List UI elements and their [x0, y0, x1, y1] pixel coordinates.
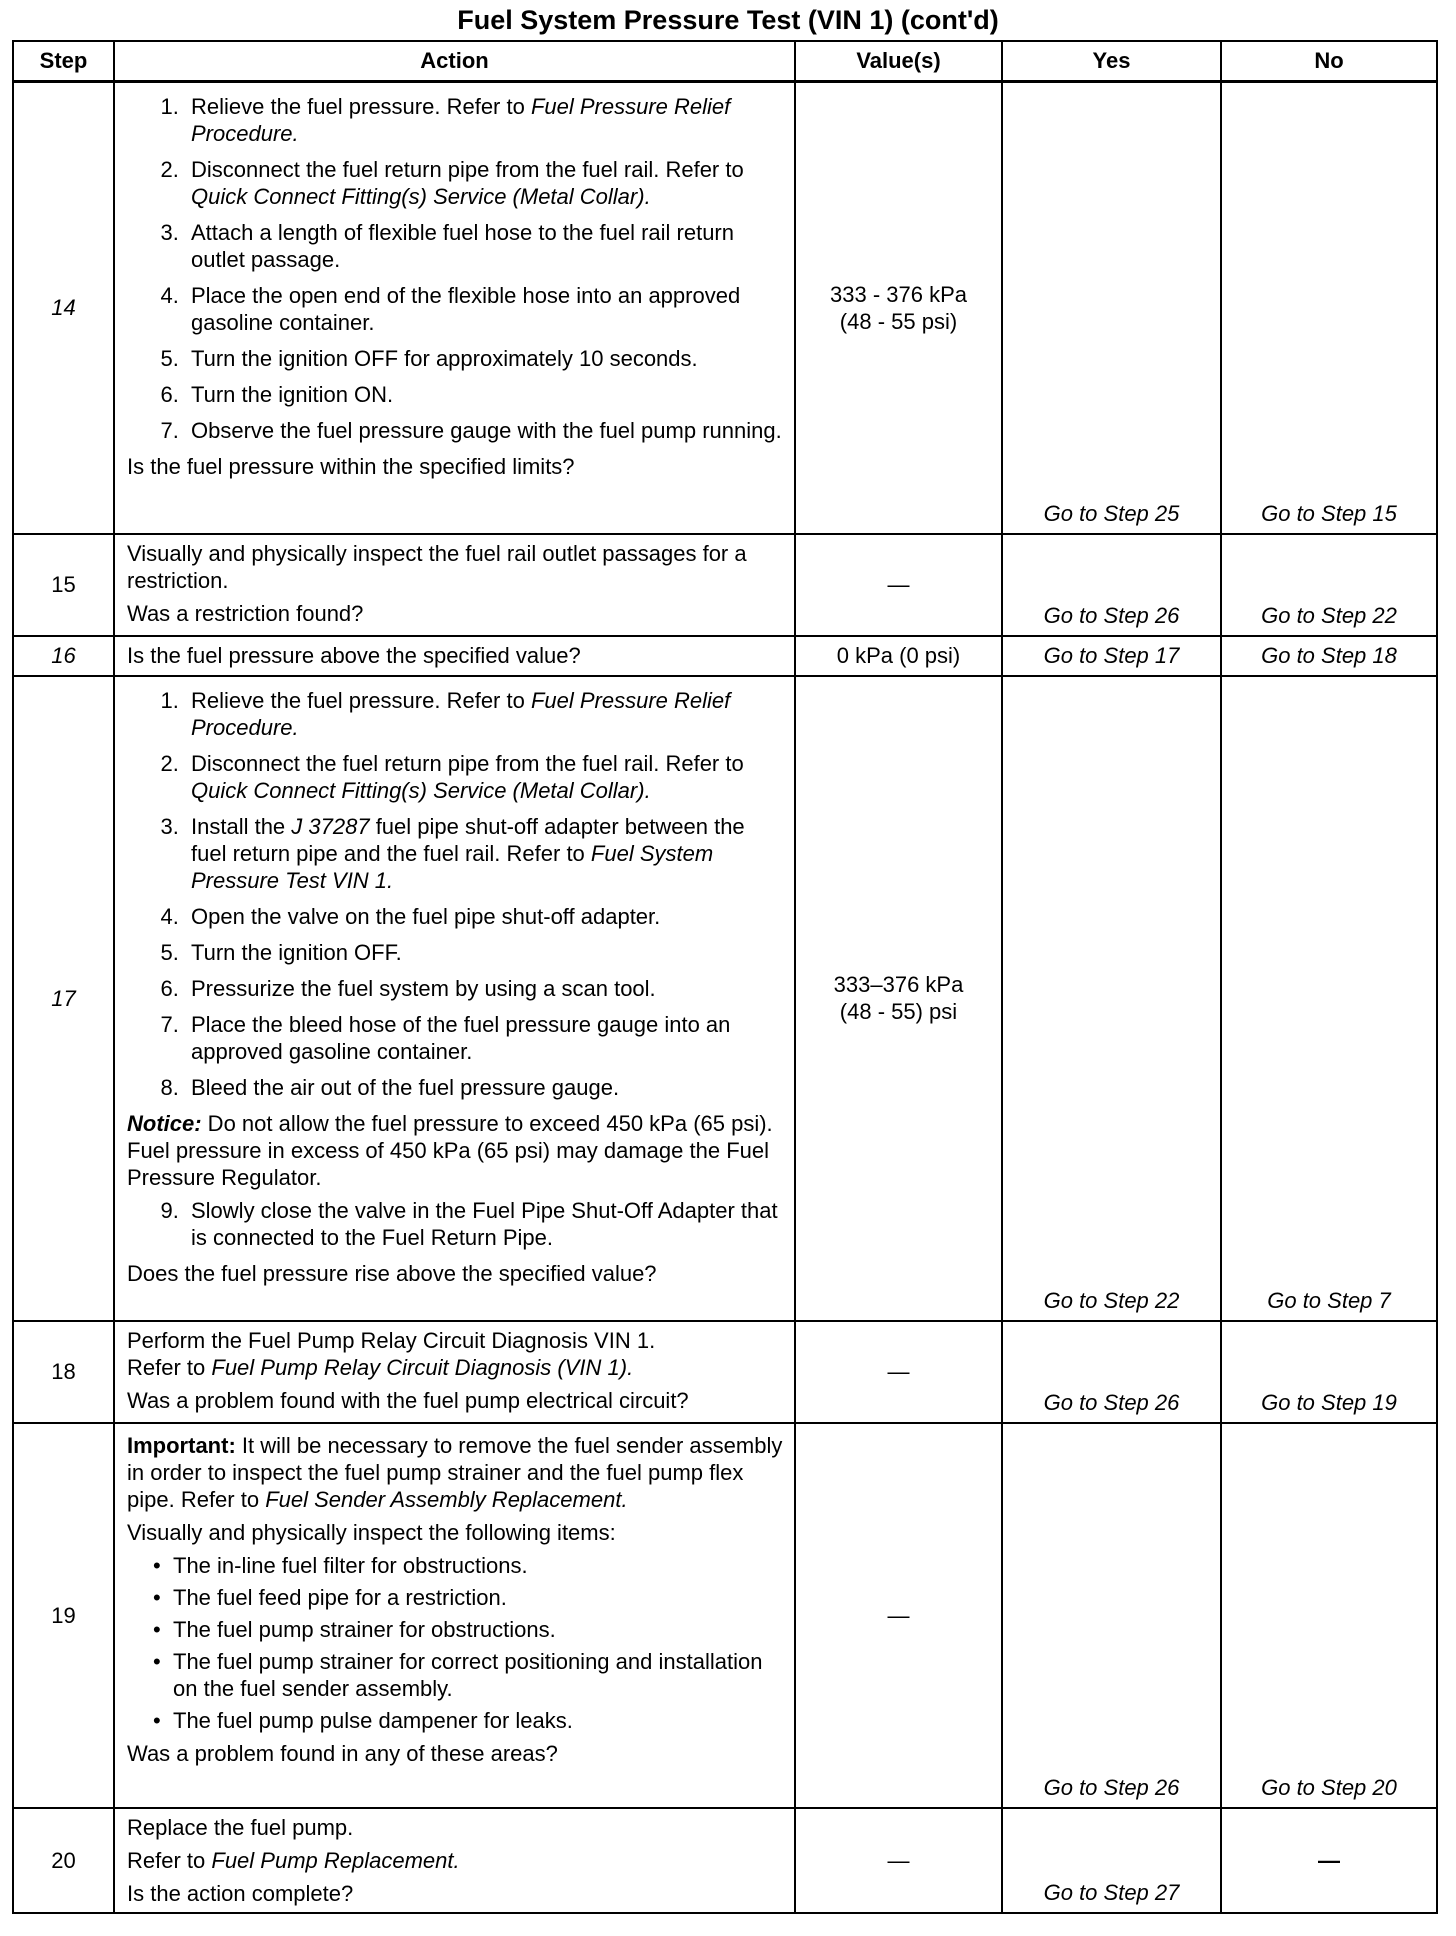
- list-item: 2. Disconnect the fuel return pipe from the fuel rail. Refer to Quick Connect Fitting(s) Service (Metal Collar).: [185, 750, 784, 804]
- list-item: 7. Observe the fuel pressure gauge with the fuel pump running.: [185, 417, 784, 444]
- list-item: • The in-line fuel filter for obstructions.: [173, 1552, 784, 1579]
- step-number: 20: [13, 1808, 114, 1913]
- table-row: [13, 676, 1437, 1321]
- list-item: • The fuel pump strainer for obstructions.: [173, 1616, 784, 1643]
- yes-cell: Go to Step 26: [1002, 1321, 1221, 1423]
- diagnostic-table: [12, 40, 1438, 1914]
- table-row: [13, 1423, 1437, 1808]
- step-number: 15: [13, 534, 114, 636]
- action-cell: Important: It will be necessary to remove the fuel sender assembly in order to inspect the fuel pump strainer and the fuel pump flex pipe. Refer to Fuel Sender Assembly Replacement. Visually and physically inspect the following items: • The in-line fuel filter for obstructions. • The fuel feed pipe for a restriction. • The fuel pump strainer for obstructions. • The fuel pump strainer for correct positioning and installation on the fuel sender assembly. • The fuel pump pulse dampener for leaks. Was a problem found in any of these areas?: [114, 1423, 795, 1808]
- header-row: [13, 41, 1437, 82]
- question: Was a problem found in any of these areas?: [127, 1740, 558, 1766]
- step-number: 16: [13, 636, 114, 676]
- value-cell: 0 kPa (0 psi): [795, 636, 1002, 676]
- table-row: [13, 1808, 1437, 1913]
- action-cell: [114, 676, 795, 1321]
- no-cell: Go to Step 18: [1221, 636, 1437, 676]
- no-cell: Go to Step 20: [1221, 1423, 1437, 1808]
- no-cell: Go to Step 22: [1221, 534, 1437, 636]
- table-row: [13, 1321, 1437, 1423]
- yes-cell: Go to Step 22: [1002, 676, 1221, 1321]
- list-item: 7. Place the bleed hose of the fuel pressure gauge into an approved gasoline container.: [185, 1011, 784, 1065]
- yes-cell: Go to Step 26: [1002, 1423, 1221, 1808]
- step-number: 17: [13, 676, 114, 1321]
- header-yes: Yes: [1002, 41, 1221, 82]
- yes-cell: Go to Step 26: [1002, 534, 1221, 636]
- list-item: 5. Turn the ignition OFF for approximately 10 seconds.: [185, 345, 784, 372]
- table-row: [13, 82, 1437, 534]
- important-note: Important: It will be necessary to remove the fuel sender assembly in order to inspect the fuel pump strainer and the fuel pump flex pipe. Refer to Fuel Sender Assembly Replacement.: [127, 1432, 783, 1512]
- yes-cell: Go to Step 27: [1002, 1808, 1221, 1913]
- list-item: 2. Disconnect the fuel return pipe from the fuel rail. Refer to Quick Connect Fitting(s) Service (Metal Collar).: [185, 156, 784, 210]
- header-step: Step: [13, 41, 114, 82]
- list-item: 8. Bleed the air out of the fuel pressure gauge.: [185, 1074, 784, 1101]
- list-item: 6. Pressurize the fuel system by using a scan tool.: [185, 975, 784, 1002]
- yes-cell: Go to Step 25: [1002, 82, 1221, 534]
- step-number: 14: [13, 82, 114, 534]
- action-cell: Replace the fuel pump. Refer to Fuel Pump Replacement. Is the action complete?: [114, 1808, 795, 1913]
- question: Does the fuel pressure rise above the specified value?: [127, 1260, 657, 1286]
- list-item: • The fuel pump pulse dampener for leaks.: [173, 1707, 784, 1734]
- action-cell: [114, 82, 795, 534]
- value-cell: —: [795, 1808, 1002, 1913]
- no-cell: Go to Step 15: [1221, 82, 1437, 534]
- page-title: Fuel System Pressure Test (VIN 1) (cont'd): [457, 5, 999, 35]
- step-number: 18: [13, 1321, 114, 1423]
- header-values: Value(s): [795, 41, 1002, 82]
- table-row: [13, 534, 1437, 636]
- list-item: 9. Slowly close the valve in the Fuel Pipe Shut-Off Adapter that is connected to the Fuel Return Pipe.: [185, 1197, 784, 1251]
- list-item: 1. Relieve the fuel pressure. Refer to Fuel Pressure Relief Procedure.: [185, 93, 784, 147]
- procedure-list-continued: [127, 1197, 784, 1251]
- question: Is the fuel pressure above the specified value?: [127, 643, 581, 668]
- value-cell: —: [795, 1423, 1002, 1808]
- no-cell: —: [1221, 1808, 1437, 1913]
- step-number: 19: [13, 1423, 114, 1808]
- action-cell: Visually and physically inspect the fuel rail outlet passages for a restriction. Was a restriction found?: [114, 534, 795, 636]
- list-item: 6. Turn the ignition ON.: [185, 381, 784, 408]
- question: Is the fuel pressure within the specified limits?: [127, 454, 575, 479]
- action-cell: [114, 636, 795, 676]
- notice: Notice: Do not allow the fuel pressure to exceed 450 kPa (65 psi). Fuel pressure in excess of 450 kPa (65 psi) may damage the Fuel Pressure Regulator.: [127, 1110, 773, 1190]
- no-cell: Go to Step 7: [1221, 676, 1437, 1321]
- inspection-list: [127, 1552, 784, 1734]
- action-cell: Perform the Fuel Pump Relay Circuit Diagnosis VIN 1. Refer to Fuel Pump Relay Circuit Diagnosis (VIN 1). Was a problem found with the fuel pump electrical circuit?: [114, 1321, 795, 1423]
- list-item: 5. Turn the ignition OFF.: [185, 939, 784, 966]
- list-item: 3. Attach a length of flexible fuel hose to the fuel rail return outlet passage.: [185, 219, 784, 273]
- list-item: 3. Install the J 37287 fuel pipe shut-off adapter between the fuel return pipe and the fuel rail. Refer to Fuel System Pressure Test VIN 1.: [185, 813, 784, 894]
- table-row: [13, 636, 1437, 676]
- question: Is the action complete?: [127, 1880, 354, 1906]
- procedure-list: [127, 93, 784, 444]
- question: Was a problem found with the fuel pump electrical circuit?: [127, 1387, 689, 1413]
- yes-cell: Go to Step 17: [1002, 636, 1221, 676]
- value-cell: 333 - 376 kPa (48 - 55 psi): [795, 82, 1002, 534]
- value-cell: 333–376 kPa (48 - 55) psi: [795, 676, 1002, 1321]
- procedure-list: [127, 687, 784, 1101]
- list-item: • The fuel feed pipe for a restriction.: [173, 1584, 784, 1611]
- header-action: Action: [114, 41, 795, 82]
- header-no: No: [1221, 41, 1437, 82]
- list-item: 4. Open the valve on the fuel pipe shut-off adapter.: [185, 903, 784, 930]
- value-cell: —: [795, 1321, 1002, 1423]
- list-item: • The fuel pump strainer for correct positioning and installation on the fuel sender assembly.: [173, 1648, 784, 1702]
- question: Was a restriction found?: [127, 600, 364, 626]
- list-item: 4. Place the open end of the flexible hose into an approved gasoline container.: [185, 282, 784, 336]
- value-cell: —: [795, 534, 1002, 636]
- no-cell: Go to Step 19: [1221, 1321, 1437, 1423]
- list-item: 1. Relieve the fuel pressure. Refer to Fuel Pressure Relief Procedure.: [185, 687, 784, 741]
